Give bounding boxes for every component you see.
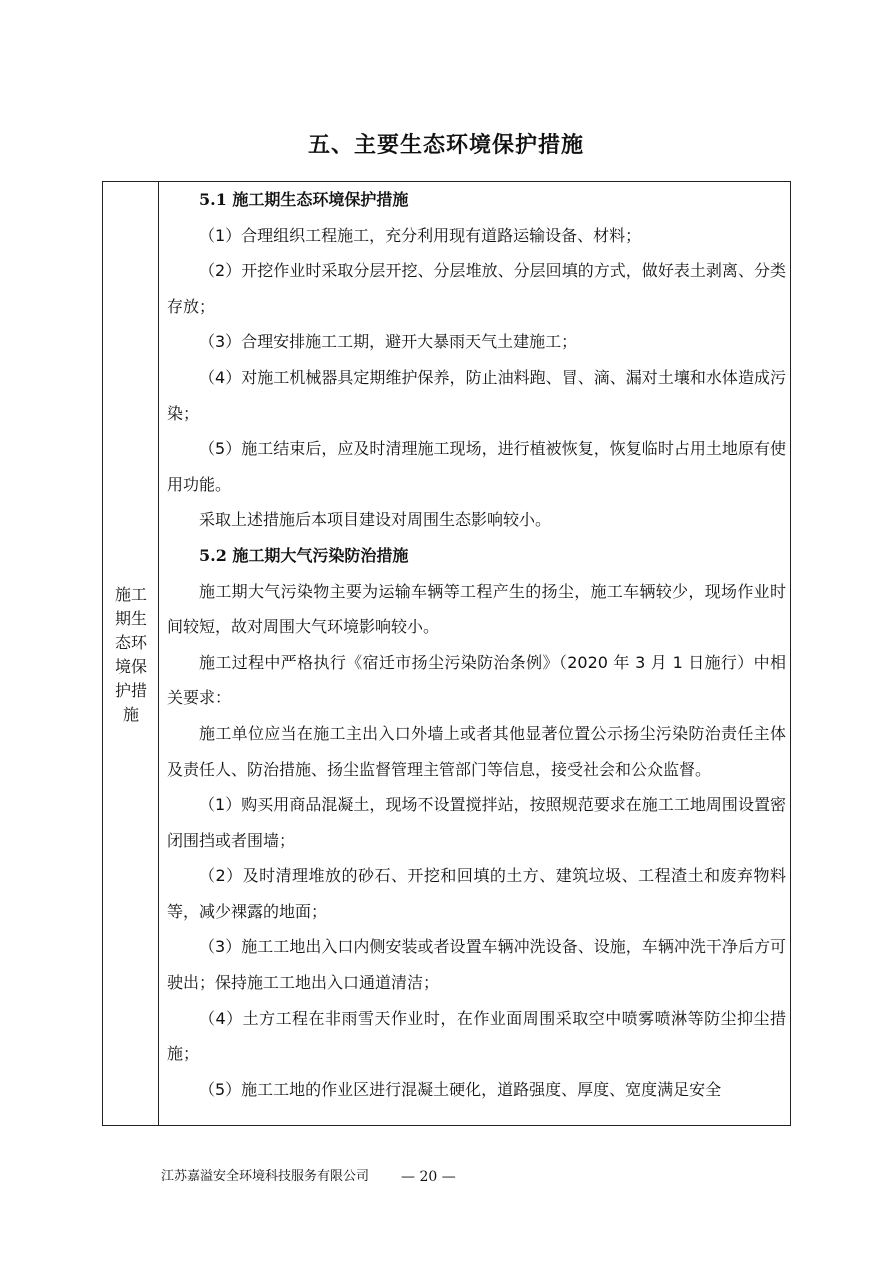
measures-content <box>167 182 786 1107</box>
measure-paragraph: 施工过程中严格执行《宿迁市扬尘污染防治条例》（2020 年 3 月 1 日施行）中相关要求： <box>167 652 786 708</box>
page-title: 五、主要生态环境保护措施 <box>307 133 584 158</box>
measure-paragraph: （4）土方工程在非雨雪天作业时，在作业面周围采取空中喷雾喷淋等防尘抑尘措施； <box>167 1008 786 1064</box>
section-heading: 5.2 施工期大气污染防治措施 <box>199 545 409 565</box>
measure-paragraph: （2）及时清理堆放的砂石、开挖和回填的土方、建筑垃圾、工程渣土和废弃物料等，减少裸露的地面； <box>167 866 786 921</box>
measure-paragraph: （3）施工工地出入口内侧安装或者设置车辆冲洗设备、设施，车辆冲洗干净后方可驶出；保持施工工地出入口通道清洁； <box>167 937 786 993</box>
row-label-cell <box>103 182 159 1125</box>
measure-paragraph: 采取上述措施后本项目建设对周围生态影响较小。 <box>199 510 552 530</box>
section-heading: 5.1 施工期生态环境保护措施 <box>199 190 409 209</box>
measure-paragraph: 施工期大气污染物主要为运输车辆等工程产生的扬尘，施工车辆较少，现场作业时间较短，故对周围大气环境影响较小。 <box>167 581 786 637</box>
measure-paragraph: （1）购买用商品混凝土，现场不设置搅拌站，按照规范要求在施工工地周围设置密闭围挡或者围墙； <box>167 795 786 850</box>
measure-paragraph: 施工单位应当在施工主出入口外墙上或者其他显著位置公示扬尘污染防治责任主体及责任人、防治措施、扬尘监督管理主管部门等信息，接受社会和公众监督。 <box>167 723 786 779</box>
measure-paragraph: （1）合理组织工程施工，充分利用现有道路运输设备、材料； <box>199 225 642 245</box>
row-label: 施工期生态环境保护措施 <box>114 585 147 724</box>
measure-paragraph: （3）合理安排施工工期，避开大暴雨天气土建施工； <box>199 332 578 352</box>
measure-paragraph: （5）施工结束后，应及时清理施工现场，进行植被恢复，恢复临时占用土地原有使用功能。 <box>167 439 786 494</box>
measures-table <box>102 181 791 1126</box>
measure-paragraph: （2）开挖作业时采取分层开挖、分层堆放、分层回填的方式，做好表土剥离、分类存放； <box>167 261 786 316</box>
page-number: — 20 — <box>401 1169 456 1185</box>
measure-paragraph: （4）对施工机械器具定期维护保养，防止油料跑、冒、滴、漏对土壤和水体造成污染； <box>167 367 786 423</box>
page-footer <box>0 1165 892 1189</box>
measure-paragraph: （5）施工工地的作业区进行混凝土硬化，道路强度、厚度、宽度满足安全 <box>199 1079 722 1099</box>
company-name: 江苏嘉溢安全环境科技服务有限公司 <box>161 1169 370 1184</box>
